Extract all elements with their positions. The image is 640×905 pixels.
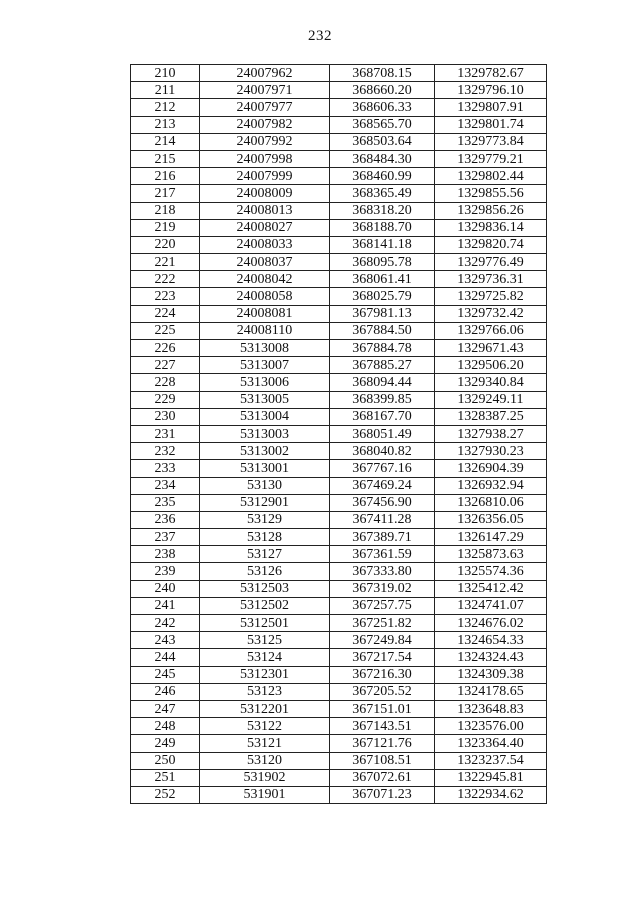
point-number-cell: 233 [131, 460, 200, 477]
table-row [131, 288, 547, 305]
point-id-cell: 24008058 [200, 288, 330, 305]
x-coordinate-cell: 367121.76 [330, 735, 435, 752]
page-number: 232 [308, 28, 332, 44]
x-coordinate-cell: 368365.49 [330, 185, 435, 202]
point-id-cell: 24007962 [200, 65, 330, 82]
table-row [131, 443, 547, 460]
y-coordinate-cell: 1326810.06 [435, 494, 547, 511]
y-coordinate-cell: 1329796.10 [435, 82, 547, 99]
x-coordinate-cell: 368167.70 [330, 408, 435, 425]
point-number-cell: 228 [131, 374, 200, 391]
point-number-cell: 231 [131, 425, 200, 442]
point-id-cell: 53130 [200, 477, 330, 494]
table-row [131, 546, 547, 563]
x-coordinate-cell: 368188.70 [330, 219, 435, 236]
x-coordinate-cell: 367251.82 [330, 615, 435, 632]
y-coordinate-cell: 1326356.05 [435, 511, 547, 528]
table-row [131, 340, 547, 357]
y-coordinate-cell: 1323648.83 [435, 700, 547, 717]
x-coordinate-cell: 367205.52 [330, 683, 435, 700]
point-id-cell: 24007982 [200, 116, 330, 133]
point-id-cell: 53127 [200, 546, 330, 563]
point-id-cell: 24008013 [200, 202, 330, 219]
y-coordinate-cell: 1329807.91 [435, 99, 547, 116]
table-row [131, 460, 547, 477]
point-number-cell: 244 [131, 649, 200, 666]
y-coordinate-cell: 1329782.67 [435, 65, 547, 82]
y-coordinate-cell: 1329671.43 [435, 340, 547, 357]
point-id-cell: 5313008 [200, 340, 330, 357]
x-coordinate-cell: 367456.90 [330, 494, 435, 511]
x-coordinate-cell: 368095.78 [330, 254, 435, 271]
point-number-cell: 251 [131, 769, 200, 786]
table-row [131, 700, 547, 717]
y-coordinate-cell: 1326904.39 [435, 460, 547, 477]
point-id-cell: 5313002 [200, 443, 330, 460]
table-row [131, 99, 547, 116]
y-coordinate-cell: 1324324.43 [435, 649, 547, 666]
y-coordinate-cell: 1325574.36 [435, 563, 547, 580]
point-id-cell: 5312201 [200, 700, 330, 717]
table-row [131, 357, 547, 374]
x-coordinate-cell: 368040.82 [330, 443, 435, 460]
point-number-cell: 241 [131, 597, 200, 614]
x-coordinate-cell: 368318.20 [330, 202, 435, 219]
table-row [131, 632, 547, 649]
table-row [131, 322, 547, 339]
table-row [131, 65, 547, 82]
point-number-cell: 210 [131, 65, 200, 82]
point-number-cell: 213 [131, 116, 200, 133]
table-row [131, 580, 547, 597]
y-coordinate-cell: 1324676.02 [435, 615, 547, 632]
table-row [131, 391, 547, 408]
x-coordinate-cell: 367319.02 [330, 580, 435, 597]
point-id-cell: 5312502 [200, 597, 330, 614]
point-number-cell: 226 [131, 340, 200, 357]
y-coordinate-cell: 1323237.54 [435, 752, 547, 769]
x-coordinate-cell: 368094.44 [330, 374, 435, 391]
y-coordinate-cell: 1329856.26 [435, 202, 547, 219]
y-coordinate-cell: 1329766.06 [435, 322, 547, 339]
x-coordinate-cell: 368484.30 [330, 150, 435, 167]
table-row [131, 649, 547, 666]
point-id-cell: 24008037 [200, 254, 330, 271]
x-coordinate-cell: 367072.61 [330, 769, 435, 786]
y-coordinate-cell: 1328387.25 [435, 408, 547, 425]
point-number-cell: 240 [131, 580, 200, 597]
point-id-cell: 53124 [200, 649, 330, 666]
point-number-cell: 230 [131, 408, 200, 425]
point-number-cell: 250 [131, 752, 200, 769]
table-row [131, 185, 547, 202]
x-coordinate-cell: 367249.84 [330, 632, 435, 649]
table-row [131, 786, 547, 803]
y-coordinate-cell: 1325873.63 [435, 546, 547, 563]
table-row [131, 752, 547, 769]
point-number-cell: 227 [131, 357, 200, 374]
x-coordinate-cell: 367884.50 [330, 322, 435, 339]
point-number-cell: 211 [131, 82, 200, 99]
table-row [131, 219, 547, 236]
table-row [131, 563, 547, 580]
table-row [131, 254, 547, 271]
point-number-cell: 239 [131, 563, 200, 580]
y-coordinate-cell: 1329736.31 [435, 271, 547, 288]
x-coordinate-cell: 368660.20 [330, 82, 435, 99]
x-coordinate-cell: 368460.99 [330, 168, 435, 185]
table-row [131, 202, 547, 219]
coordinate-table [130, 64, 547, 804]
table-row [131, 236, 547, 253]
y-coordinate-cell: 1322934.62 [435, 786, 547, 803]
x-coordinate-cell: 367411.28 [330, 511, 435, 528]
x-coordinate-cell: 367469.24 [330, 477, 435, 494]
y-coordinate-cell: 1324309.38 [435, 666, 547, 683]
point-id-cell: 24007999 [200, 168, 330, 185]
point-number-cell: 248 [131, 718, 200, 735]
point-number-cell: 212 [131, 99, 200, 116]
point-number-cell: 221 [131, 254, 200, 271]
y-coordinate-cell: 1326147.29 [435, 529, 547, 546]
y-coordinate-cell: 1329506.20 [435, 357, 547, 374]
point-number-cell: 234 [131, 477, 200, 494]
point-id-cell: 531902 [200, 769, 330, 786]
x-coordinate-cell: 368399.85 [330, 391, 435, 408]
table-row [131, 718, 547, 735]
table-row [131, 615, 547, 632]
x-coordinate-cell: 367981.13 [330, 305, 435, 322]
table-row [131, 305, 547, 322]
point-id-cell: 24008027 [200, 219, 330, 236]
point-id-cell: 24008009 [200, 185, 330, 202]
point-id-cell: 5313004 [200, 408, 330, 425]
point-id-cell: 53123 [200, 683, 330, 700]
point-id-cell: 53125 [200, 632, 330, 649]
point-id-cell: 24007971 [200, 82, 330, 99]
table-row [131, 133, 547, 150]
x-coordinate-cell: 368708.15 [330, 65, 435, 82]
point-number-cell: 245 [131, 666, 200, 683]
point-number-cell: 225 [131, 322, 200, 339]
table-row [131, 477, 547, 494]
point-number-cell: 216 [131, 168, 200, 185]
point-number-cell: 249 [131, 735, 200, 752]
table-row [131, 408, 547, 425]
point-number-cell: 246 [131, 683, 200, 700]
point-number-cell: 218 [131, 202, 200, 219]
table-row [131, 168, 547, 185]
table-body [131, 65, 547, 804]
y-coordinate-cell: 1324178.65 [435, 683, 547, 700]
y-coordinate-cell: 1323576.00 [435, 718, 547, 735]
x-coordinate-cell: 368061.41 [330, 271, 435, 288]
x-coordinate-cell: 367884.78 [330, 340, 435, 357]
y-coordinate-cell: 1327930.23 [435, 443, 547, 460]
y-coordinate-cell: 1327938.27 [435, 425, 547, 442]
table-row [131, 116, 547, 133]
point-number-cell: 232 [131, 443, 200, 460]
point-id-cell: 24008033 [200, 236, 330, 253]
point-id-cell: 53126 [200, 563, 330, 580]
point-id-cell: 5313006 [200, 374, 330, 391]
y-coordinate-cell: 1329776.49 [435, 254, 547, 271]
x-coordinate-cell: 367216.30 [330, 666, 435, 683]
y-coordinate-cell: 1325412.42 [435, 580, 547, 597]
point-number-cell: 238 [131, 546, 200, 563]
y-coordinate-cell: 1329802.44 [435, 168, 547, 185]
y-coordinate-cell: 1322945.81 [435, 769, 547, 786]
x-coordinate-cell: 367257.75 [330, 597, 435, 614]
table-row [131, 425, 547, 442]
y-coordinate-cell: 1329725.82 [435, 288, 547, 305]
point-number-cell: 219 [131, 219, 200, 236]
point-number-cell: 229 [131, 391, 200, 408]
table-row [131, 597, 547, 614]
y-coordinate-cell: 1329340.84 [435, 374, 547, 391]
y-coordinate-cell: 1329732.42 [435, 305, 547, 322]
table-row [131, 511, 547, 528]
x-coordinate-cell: 368503.64 [330, 133, 435, 150]
table-row [131, 494, 547, 511]
table-row [131, 82, 547, 99]
point-id-cell: 24008110 [200, 322, 330, 339]
y-coordinate-cell: 1329820.74 [435, 236, 547, 253]
point-number-cell: 247 [131, 700, 200, 717]
y-coordinate-cell: 1329801.74 [435, 116, 547, 133]
y-coordinate-cell: 1329249.11 [435, 391, 547, 408]
point-number-cell: 242 [131, 615, 200, 632]
x-coordinate-cell: 367071.23 [330, 786, 435, 803]
table-row [131, 666, 547, 683]
point-id-cell: 5312301 [200, 666, 330, 683]
x-coordinate-cell: 367361.59 [330, 546, 435, 563]
point-number-cell: 220 [131, 236, 200, 253]
table-row [131, 769, 547, 786]
point-id-cell: 24008081 [200, 305, 330, 322]
table-row [131, 150, 547, 167]
point-id-cell: 5312501 [200, 615, 330, 632]
point-id-cell: 24007998 [200, 150, 330, 167]
table-row [131, 529, 547, 546]
y-coordinate-cell: 1329836.14 [435, 219, 547, 236]
point-id-cell: 5312503 [200, 580, 330, 597]
x-coordinate-cell: 367143.51 [330, 718, 435, 735]
point-number-cell: 237 [131, 529, 200, 546]
x-coordinate-cell: 368051.49 [330, 425, 435, 442]
table-row [131, 374, 547, 391]
table-row [131, 683, 547, 700]
point-number-cell: 223 [131, 288, 200, 305]
y-coordinate-cell: 1324741.07 [435, 597, 547, 614]
point-id-cell: 24007992 [200, 133, 330, 150]
point-id-cell: 53121 [200, 735, 330, 752]
x-coordinate-cell: 368565.70 [330, 116, 435, 133]
y-coordinate-cell: 1326932.94 [435, 477, 547, 494]
point-number-cell: 243 [131, 632, 200, 649]
y-coordinate-cell: 1329855.56 [435, 185, 547, 202]
point-id-cell: 5312901 [200, 494, 330, 511]
x-coordinate-cell: 368606.33 [330, 99, 435, 116]
point-number-cell: 236 [131, 511, 200, 528]
point-number-cell: 222 [131, 271, 200, 288]
table-row [131, 735, 547, 752]
point-id-cell: 53122 [200, 718, 330, 735]
y-coordinate-cell: 1324654.33 [435, 632, 547, 649]
point-id-cell: 24007977 [200, 99, 330, 116]
x-coordinate-cell: 367767.16 [330, 460, 435, 477]
y-coordinate-cell: 1323364.40 [435, 735, 547, 752]
point-id-cell: 5313005 [200, 391, 330, 408]
x-coordinate-cell: 367108.51 [330, 752, 435, 769]
point-id-cell: 24008042 [200, 271, 330, 288]
point-id-cell: 53120 [200, 752, 330, 769]
point-id-cell: 5313003 [200, 425, 330, 442]
point-number-cell: 214 [131, 133, 200, 150]
point-number-cell: 235 [131, 494, 200, 511]
point-id-cell: 5313001 [200, 460, 330, 477]
point-id-cell: 53129 [200, 511, 330, 528]
y-coordinate-cell: 1329773.84 [435, 133, 547, 150]
x-coordinate-cell: 367217.54 [330, 649, 435, 666]
point-number-cell: 224 [131, 305, 200, 322]
x-coordinate-cell: 368025.79 [330, 288, 435, 305]
x-coordinate-cell: 367333.80 [330, 563, 435, 580]
x-coordinate-cell: 367151.01 [330, 700, 435, 717]
table-row [131, 271, 547, 288]
point-number-cell: 252 [131, 786, 200, 803]
point-id-cell: 53128 [200, 529, 330, 546]
point-number-cell: 215 [131, 150, 200, 167]
point-id-cell: 531901 [200, 786, 330, 803]
point-id-cell: 5313007 [200, 357, 330, 374]
y-coordinate-cell: 1329779.21 [435, 150, 547, 167]
point-number-cell: 217 [131, 185, 200, 202]
x-coordinate-cell: 367885.27 [330, 357, 435, 374]
x-coordinate-cell: 367389.71 [330, 529, 435, 546]
x-coordinate-cell: 368141.18 [330, 236, 435, 253]
